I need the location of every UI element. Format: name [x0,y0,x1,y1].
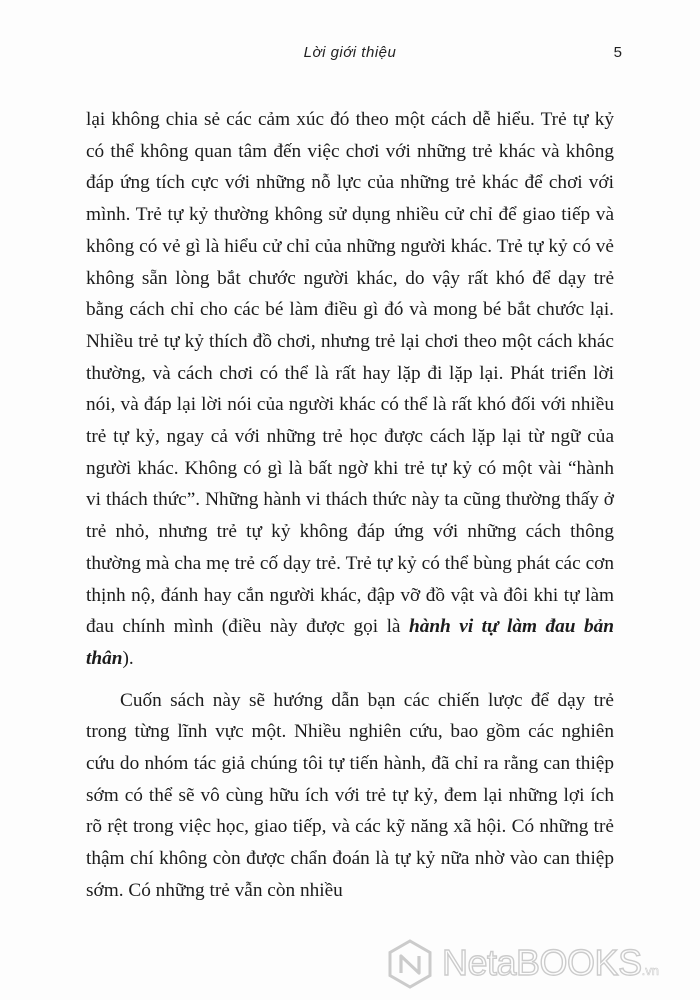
page-number: 5 [613,44,622,61]
watermark-domain-suffix: .vn [641,963,659,978]
paragraph-text: lại không chia sẻ các cảm xúc đó theo một cách dễ hiểu. Trẻ tự kỷ có thể không quan tâm đến việc chơi với những trẻ khác và không đáp ứng tích cực với những nỗ lực của những trẻ khác để chơi với mình. Trẻ tự kỷ thường không sử dụng nhiều cử chỉ để giao tiếp và không có vẻ gì là hiểu cử chỉ của những người khác. Trẻ tự kỷ có vẻ không sẵn lòng bắt chước người khác, do vậy rất khó để dạy trẻ bằng cách chỉ cho các bé làm điều gì đó và mong bé bắt chước lại. Nhiều trẻ tự kỷ thích đồ chơi, nhưng trẻ lại chơi theo một cách khác thường, và cách chơi có thể là rất hay lặp đi lặp lại. Phát triển lời nói, và đáp lại lời nói của người khác có thể là rất khó đối với nhiều trẻ tự kỷ, ngay cả với những trẻ học được cách lặp lại từ ngữ của người khác. Không có gì là bất ngờ khi trẻ tự kỷ có một vài “hành vi thách thức”. Những hành vi thách thức này ta cũng thường thấy ở trẻ nhỏ, nhưng trẻ tự kỷ không đáp ứng với những cách thông thường mà cha mẹ trẻ cố dạy trẻ. Trẻ tự kỷ có thể bùng phát các cơn thịnh nộ, đánh hay cắn người khác, đập vỡ đồ vật và đôi khi tự làm đau chính mình (điều này được gọi là [86,109,614,638]
emphasized-term: hành vi tự làm đau bản thân [86,616,614,669]
watermark-brand [442,942,659,984]
watermark-brand-name: NetaBOOKS [442,942,642,983]
running-header [0,44,700,72]
netabooks-watermark [384,938,684,990]
paragraph [86,104,614,675]
body-text [86,104,614,907]
paragraph: Cuốn sách này sẽ hướng dẫn bạn các chiến lược để dạy trẻ trong từng lĩnh vực một. Nhiều nghiên cứu, bao gồm các nghiên cứu do nhóm tác giả chúng tôi tự tiến hành, đã chỉ ra rằng can thiệp sớm có thể sẽ vô cùng hữu ích với trẻ tự kỷ, đem lại những lợi ích rõ rệt trong việc học, giao tiếp, và các kỹ năng xã hội. Có những trẻ thậm chí không còn được chẩn đoán là tự kỷ nữa nhờ vào can thiệp sớm. Có những trẻ vẫn còn nhiều [86,689,614,901]
neta-logo-icon [384,938,436,990]
paragraph-closing: ). [122,647,134,669]
chapter-title: Lời giới thiệu [303,44,397,61]
